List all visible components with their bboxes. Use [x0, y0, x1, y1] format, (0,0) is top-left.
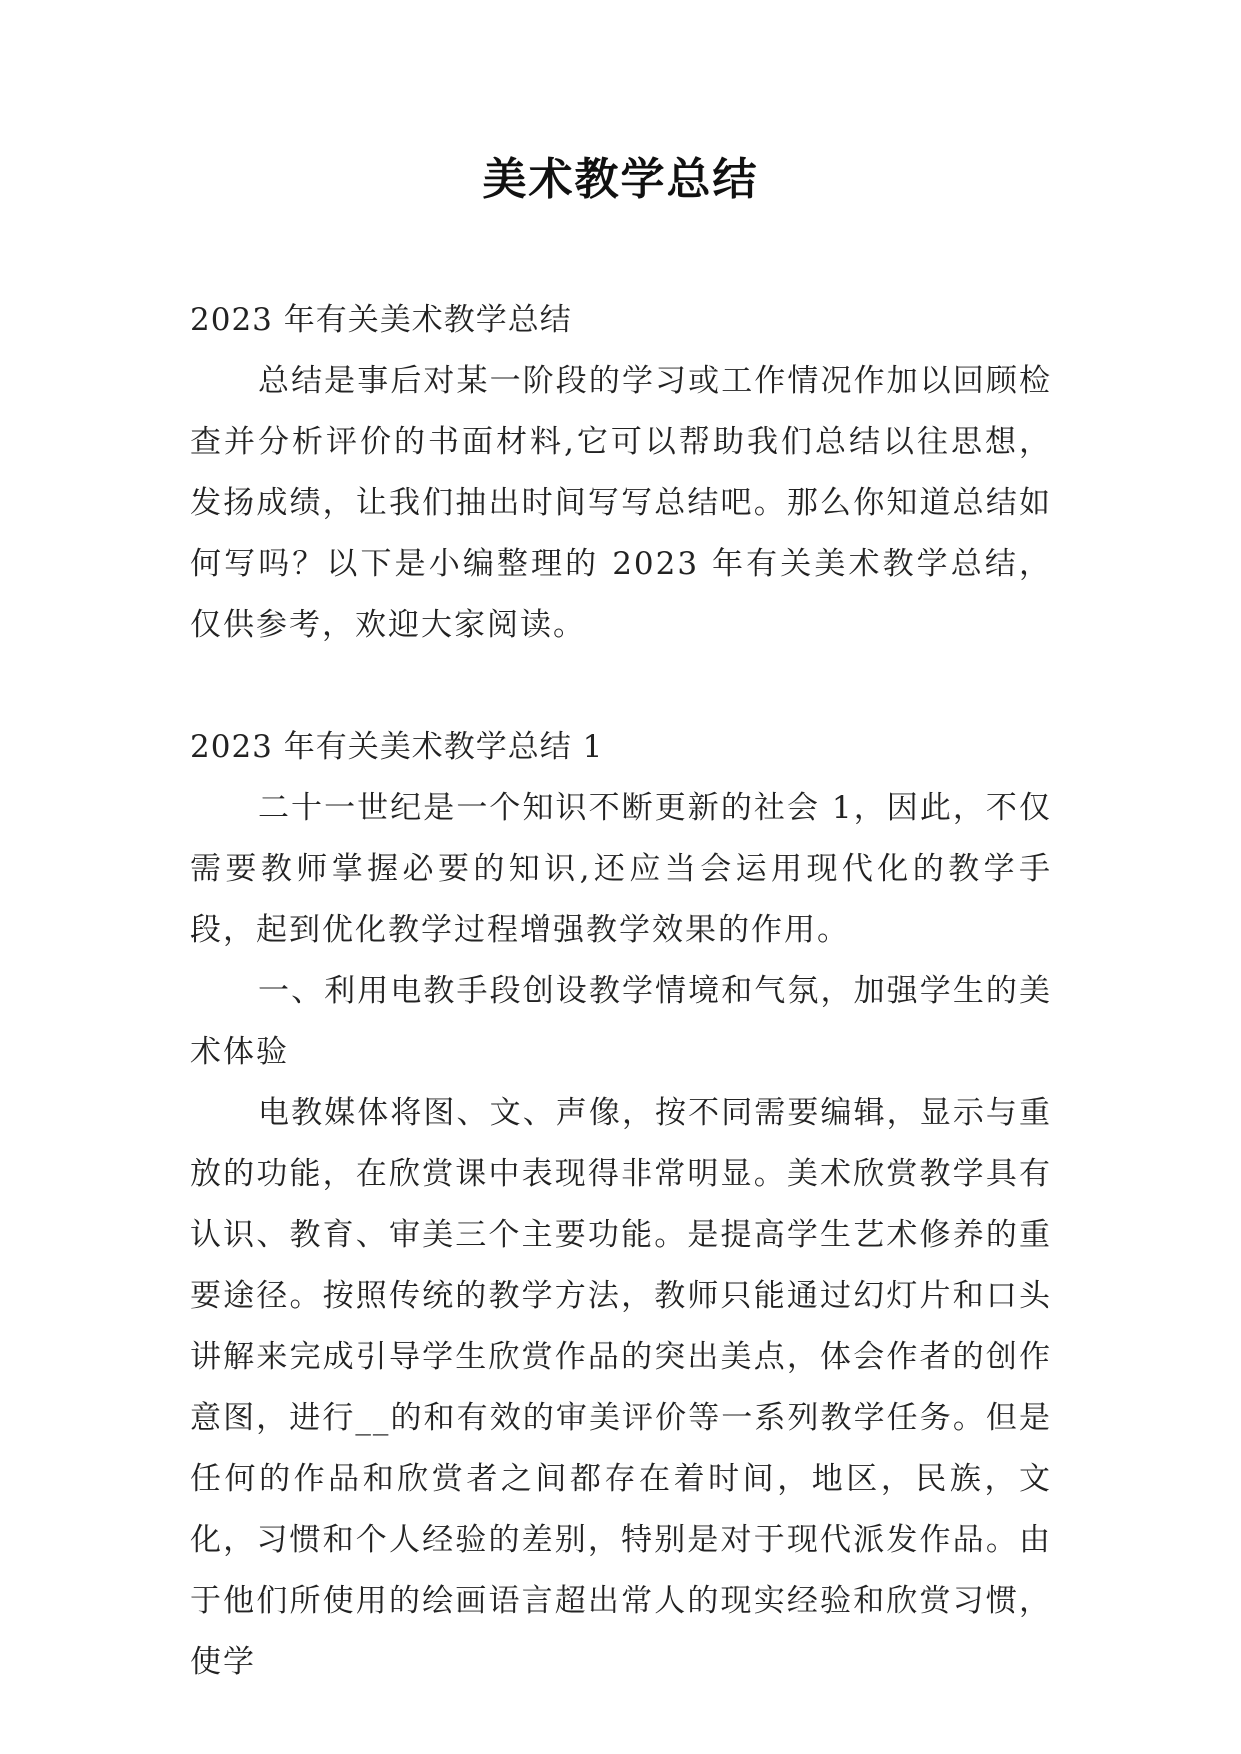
- section-heading-1: 2023 年有关美术教学总结 1: [190, 729, 604, 765]
- section-spacer: [190, 656, 1052, 717]
- section-heading-intro: 2023 年有关美术教学总结: [190, 302, 572, 338]
- intro-paragraph: 总结是事后对某一阶段的学习或工作情况作加以回顾检查并分析评价的书面材料,它可以帮助我们总结以往思想，发扬成绩，让我们抽出时间写写总结吧。那么你知道总结如何写吗？以下是小编整理的 2023 年有关美术教学总结，仅供参考，欢迎大家阅读。: [190, 363, 1052, 643]
- document-title: 美术教学总结: [482, 154, 759, 205]
- subsection-heading-1: 一、利用电教手段创设教学情境和气氛，加强学生的美术体验: [190, 973, 1052, 1070]
- document-body: [190, 290, 1052, 1693]
- body-paragraph-2: 电教媒体将图、文、声像，按不同需要编辑，显示与重放的功能，在欣赏课中表现得非常明显。美术欣赏教学具有认识、教育、审美三个主要功能。是提高学生艺术修养的重要途径。按照传统的教学方法，教师只能通过幻灯片和口头讲解来完成引导学生欣赏作品的突出美点，体会作者的创作意图，进行__的和有效的审美评价等一系列教学任务。但是任何的作品和欣赏者之间都存在着时间，地区，民族，文化，习惯和个人经验的差别，特别是对于现代派发作品。由于他们所使用的绘画语言超出常人的现实经验和欣赏习惯，使学: [190, 1095, 1052, 1680]
- body-paragraph-1: 二十一世纪是一个知识不断更新的社会 1，因此，不仅需要教师掌握必要的知识,还应当会运用现代化的教学手段，起到优化教学过程增强教学效果的作用。: [190, 790, 1052, 948]
